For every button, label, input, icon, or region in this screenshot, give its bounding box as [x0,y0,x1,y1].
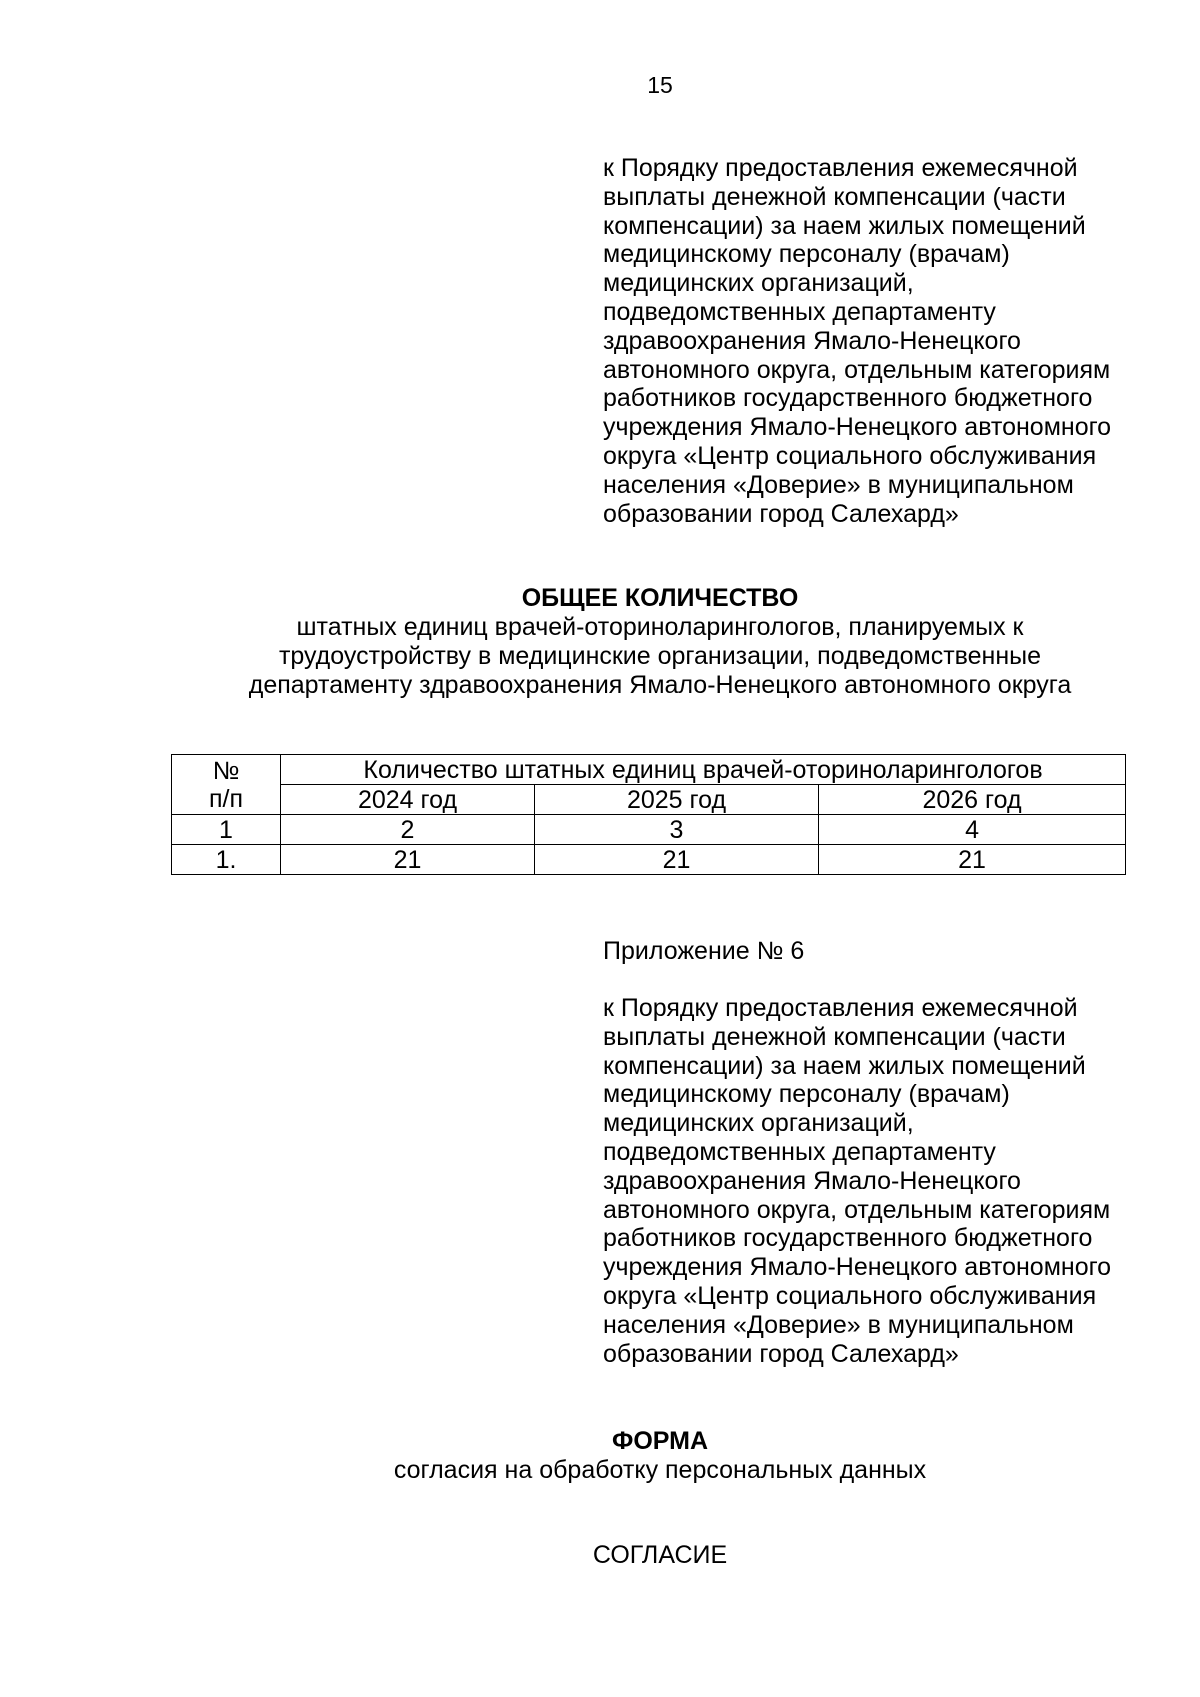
text-line: образовании город Салехард» [603,1339,959,1368]
staff-units-table [171,754,1126,875]
text-line: автономного округа, отдельным категориям [603,1195,1111,1224]
text-line: здравоохранения Ямало-Ненецкого [603,1166,1021,1195]
table-cell: 21 [819,845,1126,875]
header-cell-year: 2024 год [281,785,535,815]
text-line: выплаты денежной компенсации (части [603,182,1066,211]
text-line: работников государственного бюджетного [603,384,1093,413]
column-number-cell: 1 [172,815,281,845]
text-line: округа «Центр социального обслуживания [603,441,1097,470]
text-line: подведомственных департаменту [603,297,996,326]
text-line: медицинских организаций, [603,269,914,298]
text-line: выплаты денежной компенсации (части [603,1022,1066,1051]
header-cell-group: Количество штатных единиц врачей-оториноларингологов [281,755,1126,785]
text-line: учреждения Ямало-Ненецкого автономного [603,413,1112,442]
table-cell: 1. [172,845,281,875]
header-cell-number [172,755,281,815]
text-line: здравоохранения Ямало-Ненецкого [603,326,1021,355]
table-column-number-row [172,815,1126,845]
table-header-row [172,755,1126,785]
text-line: трудоустройству в медицинские организации, подведомственные [278,642,1042,670]
text-line: подведомственных департаменту [603,1137,996,1166]
page-number: 15 [647,72,673,98]
header-number-abbrev: п/п [208,784,244,813]
text-line: учреждения Ямало-Ненецкого автономного [603,1253,1112,1282]
column-number-cell: 2 [281,815,535,845]
text-line: округа «Центр социального обслуживания [603,1281,1097,1310]
table-cell: 21 [281,845,535,875]
column-number-cell: 4 [819,815,1126,845]
appendix-reference-text [603,994,1163,1368]
text-line: населения «Доверие» в муниципальном [603,1310,1074,1339]
text-line: медицинских организаций, [603,1109,914,1138]
text-line: к Порядку предоставления ежемесячной [603,154,1078,182]
consent-heading: СОГЛАСИЕ [592,1541,728,1569]
section-subtitle-consent: согласия на обработку персональных данных [393,1456,927,1484]
text-line: компенсации) за наем жилых помещений [603,1051,1086,1080]
section-title-total-count: ОБЩЕЕ КОЛИЧЕСТВО [521,584,799,612]
text-line: населения «Доверие» в муниципальном [603,470,1074,499]
header-number-symbol: № [212,756,240,785]
table-year-row [172,785,1126,815]
appendix-6-title: Приложение № 6 [603,937,805,965]
section-title-form: ФОРМА [611,1427,708,1455]
table-row [172,845,1126,875]
header-cell-year: 2025 год [535,785,819,815]
section-subtitle [0,613,1200,700]
text-line: к Порядку предоставления ежемесячной [603,994,1078,1022]
text-line: медицинскому персоналу (врачам) [603,1080,1010,1109]
table-cell: 21 [535,845,819,875]
column-number-cell: 3 [535,815,819,845]
text-line: автономного округа, отдельным категориям [603,355,1111,384]
text-line: работников государственного бюджетного [603,1224,1093,1253]
text-line: компенсации) за наем жилых помещений [603,211,1086,240]
text-line: департаменту здравоохранения Ямало-Ненецкого автономного округа [248,671,1072,699]
text-line: медицинскому персоналу (врачам) [603,240,1010,269]
header-cell-year: 2026 год [819,785,1126,815]
text-line: штатных единиц врачей-оториноларингологов, планируемых к [296,613,1024,641]
text-line: образовании город Салехард» [603,499,959,528]
appendix-reference-text [603,154,1163,528]
